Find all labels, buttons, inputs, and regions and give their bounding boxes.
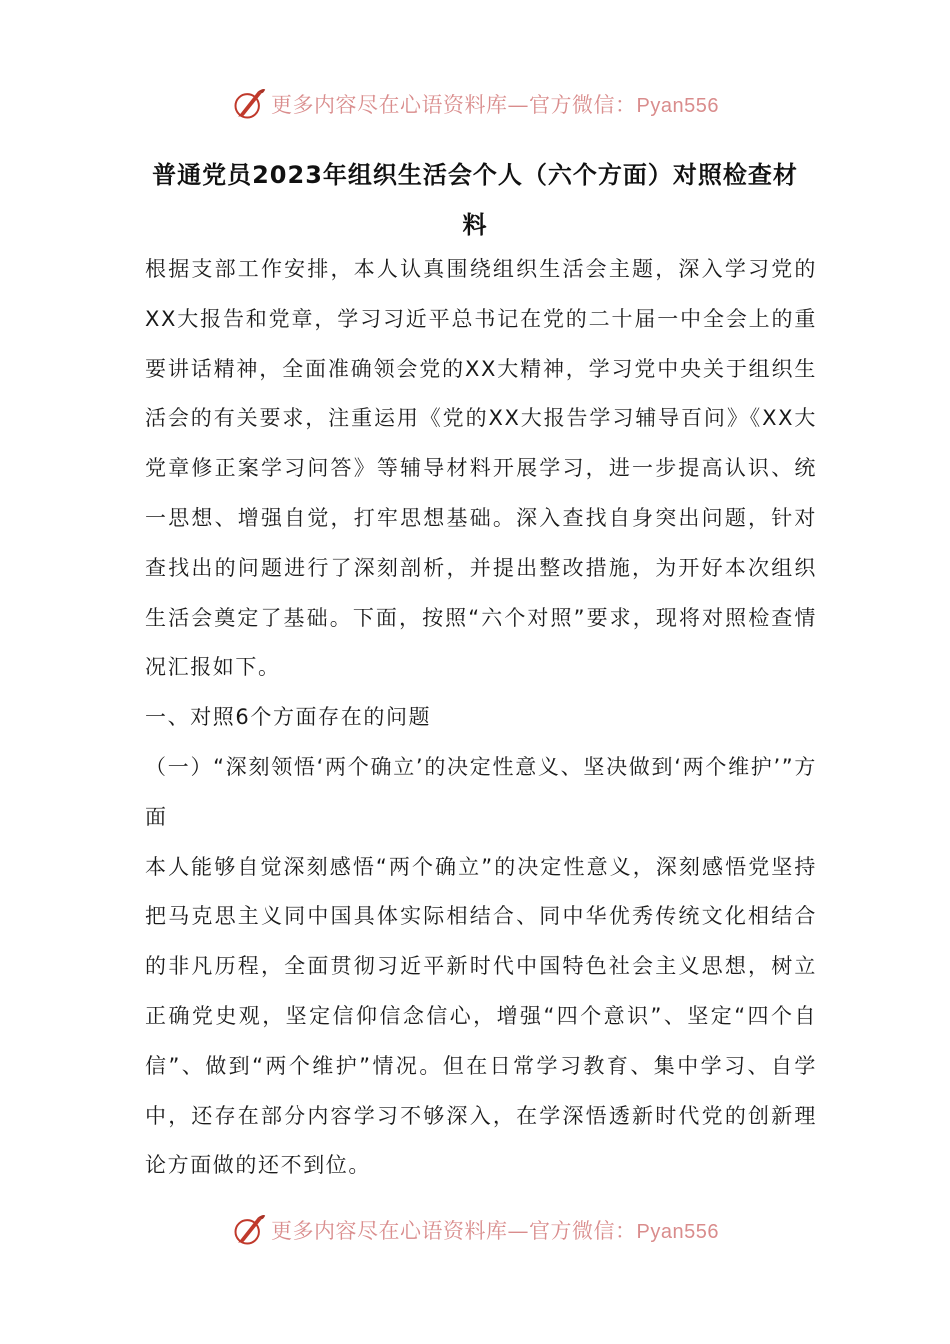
watermark-header — [0, 84, 950, 124]
watermark-text — [271, 1215, 719, 1245]
paragraph-intro: 根据支部工作安排，本人认真围绕组织生活会主题，深入学习党的XX大报告和党章，学习习近平总书记在党的二十届一中全会上的重要讲话精神，全面准确领会党的XX大精神，学习党中央关于组织生活会的有关要求，注重运用《党的XX大报告学习辅导百问》《XX大党章修正案学习问答》等辅导材料开展学习，进一步提高认识、统一思想、增强自觉，打牢思想基础。深入查找自身突出问题，针对查找出的问题进行了深刻剖析，并提出整改措施，为开好本次组织生活会奠定了基础。下面，按照“六个对照”要求，现将对照检查情况汇报如下。 — [145, 257, 817, 680]
watermark-wechat-id: Pyan556 — [636, 1221, 719, 1243]
quill-circle-icon — [231, 86, 267, 122]
watermark-text-cn: 更多内容尽在心语资料库—官方微信： — [271, 93, 637, 117]
document-body — [145, 245, 817, 1191]
watermark-text — [271, 89, 719, 119]
paragraph-1: 本人能够自觉深刻感悟“两个确立”的决定性意义，深刻感悟党坚持把马克思主义同中国具体实际相结合、同中华优秀传统文化相结合的非凡历程，全面贯彻习近平新时代中国特色社会主义思想，树立正确党史观，坚定信仰信念信心，增强“四个意识”、坚定“四个自信”、做到“两个维护”情况。但在日常学习教育、集中学习、自学中，还存在部分内容学习不够深入，在学深悟透新时代党的创新理论方面做的还不到位。 — [145, 854, 817, 1178]
watermark-text-cn: 更多内容尽在心语资料库—官方微信： — [271, 1219, 637, 1243]
document-title: 普通党员2023年组织生活会个人（六个方面）对照检查材料 — [152, 161, 798, 239]
subsection-heading-1: （一）“深刻领悟‘两个确立’的决定性意义、坚决做到‘两个维护’”方面 — [145, 754, 817, 829]
section-heading-1: 一、对照6个方面存在的问题 — [145, 705, 432, 730]
watermark-footer — [0, 1210, 950, 1250]
quill-circle-icon — [231, 1212, 267, 1248]
watermark-wechat-id: Pyan556 — [636, 95, 719, 117]
